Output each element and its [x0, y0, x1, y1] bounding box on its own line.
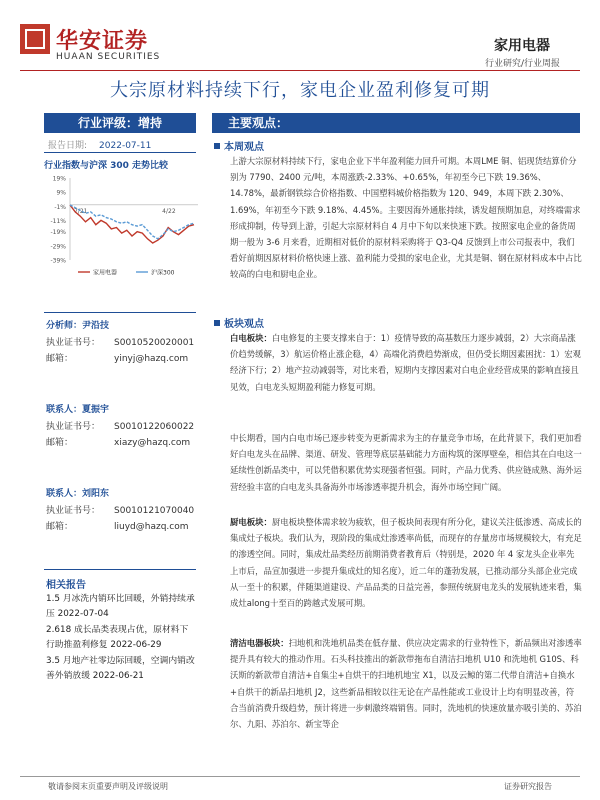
analyst-email[interactable]: 邮箱： liuyd@hazq.com [46, 522, 189, 532]
logo-text: 华安证券 [56, 28, 149, 54]
square-bullet-icon [214, 320, 220, 326]
report-date [48, 138, 151, 151]
y-tick-label: -39% [50, 257, 66, 265]
related-label: 相关报告 [46, 580, 86, 591]
footer-doc-type: 证券研究报告 [504, 782, 552, 791]
logo-mark [20, 24, 50, 54]
header-divider [20, 70, 580, 71]
analyst-email[interactable]: 邮箱： xiazy@hazq.com [46, 438, 191, 448]
legend-label: 沪深300 [151, 269, 175, 277]
y-tick-label: -19% [50, 229, 66, 237]
footer-divider [20, 776, 580, 777]
x-tick-label: 7/21 [74, 207, 88, 215]
analyst-cert: 执业证书号： S0010121070040 [46, 506, 195, 516]
y-tick-label: -29% [50, 243, 66, 251]
report-date-value: 2022-07-11 [99, 141, 152, 151]
analyst-cert: 执业证书号： S0010122060022 [46, 422, 195, 432]
y-tick-label: 9% [56, 189, 66, 197]
main-points-heading: 主要观点： [212, 113, 580, 133]
logo-english: HUAAN SECURITIES [56, 52, 161, 62]
index-chart [44, 172, 202, 282]
weekly-view-title: 本周观点 [224, 142, 264, 153]
y-tick-label: -1% [54, 203, 66, 211]
qingjie-label: 清洁电器板块： [230, 638, 289, 648]
qingjie-paragraph [230, 635, 582, 732]
industry-rating: 行业评级：增持 [44, 113, 196, 133]
related-report-3[interactable]: 3.5 月地产社零边际回暖，空调内销改善外销放缓 2022-06-21 [46, 656, 195, 681]
legend-label: 家用电器 [93, 269, 118, 277]
analyst-cert: 执业证书号： S0010520020001 [46, 338, 195, 348]
report-date-label: 报告日期: [48, 141, 88, 151]
related-divider [44, 569, 196, 570]
sector-view-heading [214, 315, 264, 330]
chart-title: 行业指数与沪深 300 走势比较 [44, 161, 169, 171]
related-report-2[interactable]: 2.618 成长品类表现占优，原材料下行助推盈利修复 2022-06-29 [46, 625, 189, 650]
related-report-1[interactable]: 1.5 月冰洗内销环比回暖，外销持续承压 2022-07-04 [46, 594, 195, 619]
qingjie-text: 扫地机和洗地机品类在低存量、供应决定需求的行业特性下，新品频出对渗透率提升具有较大的推动作用。石头科技推出的新款带拖布自清洁扫地机 U10 和洗地机 G10S、科沃斯的新款带自清洁+自集尘+自烘干的扫地机地宝 X1，以及云鲸的第二代带自清洁+自换水+自烘干的新品扫地机 J2，这些新品相较以往无论在产品性能或工业设计上均有明显改善，符合当前消费升级趋势，预计将进一步刺激终端销售。同时，洗地机的快速放量亦吸引美的、苏泊尔、九阳、苏泊尔、新宝等企 [230, 638, 582, 730]
y-tick-label: -11% [50, 217, 66, 225]
x-tick-label: 4/22 [162, 207, 176, 215]
square-bullet-icon [214, 143, 220, 149]
chudian-label: 厨电板块： [230, 517, 272, 527]
analyst-divider [44, 312, 196, 313]
chudian-text: 厨电板块整体需求较为疲软，但子板块间表现有所分化，建议关注低渗透、高成长的集成灶子板块。我们认为，现阶段的集成灶渗透率尚低，而现存的存量房市场规模较大，有充足的渗透空间。同时，集成灶品类经历前期消费者教育后（特别是，2020 年 4 家龙头企业率先上市后，品宣加强进一步提升集成灶的知名度），近二年的蓬勃发展，已推动部分头部企业完成从一至十的积累，伴随渠道建设、产品品类的日益完善，参照传统厨电龙头的发展轨迹来看，集成灶along十至百的跨越式发展可期。 [230, 517, 582, 609]
analyst-name: 分析师：尹沿技 [46, 321, 110, 331]
weekly-view-heading [214, 138, 264, 153]
baidian-text: 白电修复的主要支撑来自于：1）疫情导致的高基数压力逐步减弱，2）大宗商品涨价趋势缓解，3）航运价格止涨企稳，4）高端化消费趋势渐成，但仍受长期因素困扰：1）宏观经济下行；2）地产拉动减弱等，对比来看，短期内支撑因素对白电企业经营成果的影响直接且见效，白电龙头短期盈利能力修复可期。 [230, 333, 581, 392]
analyst-name: 联系人：夏振宇 [46, 405, 110, 415]
chudian-paragraph [230, 514, 582, 611]
footer-disclaimer: 敬请参阅末页重要声明及评级说明 [48, 782, 168, 791]
left-divider [44, 152, 196, 153]
report-title: 大宗原材料持续下行，家电企业盈利修复可期 [110, 80, 490, 101]
baidian-paragraph-2: 中长期看，国内白电市场已逐步转变为更新需求为主的存量竞争市场，在此背景下，我们更加看好白电龙头在品牌、渠道、研发、管理等底层基础能力方面构筑的深厚壁垒，相信其在白电这一延续性创新品类中，可以凭借积累优势实现强者恒强。同时，产品力优秀、供应链成熟、海外运营经验丰富的白电龙头具备海外市场渗透率提升机会，海外市场空间广阔。 [230, 433, 582, 492]
sector-name: 家用电器 [494, 38, 550, 54]
report-category: 行业研究/行业周报 [484, 59, 560, 69]
sector-view-title: 板块观点 [224, 319, 264, 330]
analyst-email[interactable]: 邮箱： yinyj@hazq.com [46, 354, 189, 364]
weekly-view-text: 上游大宗原材料持续下行，家电企业下半年盈利能力回升可期。本周LME 铜、铝现货结算价分别为 7790、2400 元/吨，本周涨跌-2.33%、+0.65%，年初至今已下跌 19.36%、14.78%，最新钢铁综合价格指数、中国塑料城价格指数为 120、949，本周下跌 2.30%、1.69%，年初至今下跌 9.18%、4.45%。主要因海外通胀持续，诱发超预期加息，对终端需求形成抑制，传导到上游，引起大宗原材料自 4 月中下旬以来快速下跌。按照家电企业的备货周期一般为 3-6 月来看，近期相对低价的原材料采购将于 Q3-Q4 反馈到上市公司报表中，我们看好前期因原材料价格快速上涨、盈利能力受损的家电企业，尤其是铜、钢在原材料成本中占比较高的白电和厨电企业。 [230, 156, 582, 280]
y-tick-label: 19% [52, 175, 66, 183]
baidian-label: 白电板块： [230, 333, 272, 343]
analyst-name: 联系人：刘阳东 [46, 489, 110, 499]
baidian-paragraph [230, 330, 582, 395]
